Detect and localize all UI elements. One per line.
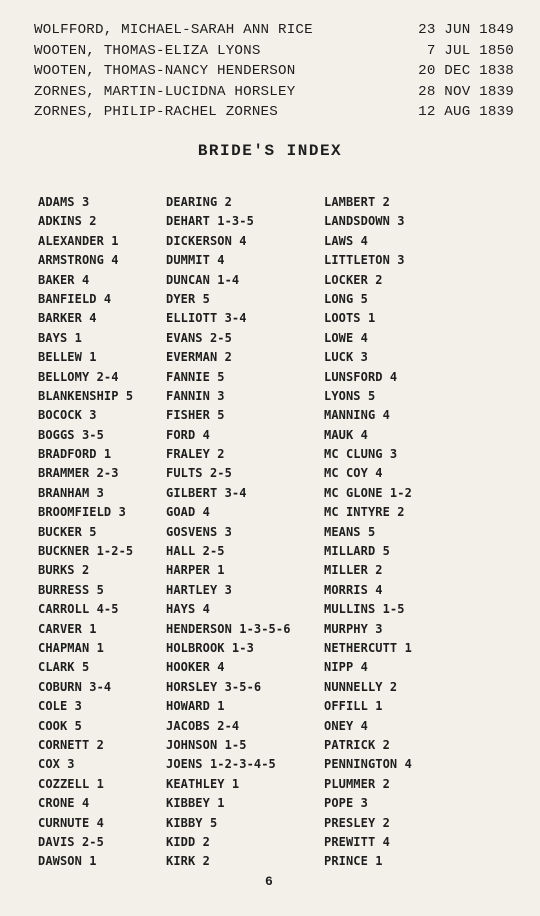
index-entry: CORNETT 2: [38, 737, 104, 752]
index-entry: DYER 5: [166, 291, 210, 306]
index-entry: MC INTYRE 2: [324, 505, 405, 520]
index-entry: LAWS 4: [324, 233, 368, 248]
index-entry: MAUK 4: [324, 427, 368, 442]
index-entry: ADAMS 3: [38, 195, 90, 209]
index-entry: LANDSDOWN 3: [324, 214, 405, 229]
index-entry: DICKERSON 4: [166, 233, 247, 248]
index-entry: MORRIS 4: [324, 582, 383, 597]
index-entry: DAWSON 1: [38, 854, 97, 869]
index-entry: KEATHLEY 1: [166, 776, 240, 791]
marriage-date: 7 JUL 1850: [426, 42, 514, 59]
index-entry: JOENS 1-2-3-4-5: [166, 757, 276, 772]
index-entry: NIPP 4: [324, 660, 368, 675]
index-entry: BRAMMER 2-3: [38, 466, 119, 481]
index-entry: BURRESS 5: [38, 582, 104, 597]
index-entry: LUNSFORD 4: [324, 369, 398, 384]
index-entry: DUMMIT 4: [166, 253, 225, 268]
index-entry: COOK 5: [38, 718, 82, 733]
marriage-names: ZORNES, MARTIN-LUCIDNA HORSLEY: [34, 83, 296, 100]
index-entry: MURPHY 3: [324, 621, 383, 636]
index-entry: PENNINGTON 4: [324, 757, 412, 772]
index-entry: GOSVENS 3: [166, 524, 232, 539]
index-entry: BARKER 4: [38, 311, 97, 326]
index-entry: HALL 2-5: [166, 544, 225, 559]
index-entry: HOLBROOK 1-3: [166, 640, 254, 655]
index-column-2: [166, 193, 291, 872]
index-entry: KIBBY 5: [166, 815, 218, 830]
index-entry: ONEY 4: [324, 718, 368, 733]
index-entry: HORSLEY 3-5-6: [166, 679, 262, 694]
index-entry: BOGGS 3-5: [38, 427, 104, 442]
marriage-date: 20 DEC 1838: [418, 63, 514, 79]
index-entry: BUCKER 5: [38, 524, 97, 539]
index-entry: CLARK 5: [38, 660, 90, 675]
index-entry: LAMBERT 2: [324, 195, 390, 209]
index-entry: CARVER 1: [38, 621, 97, 636]
index-entry: KIRK 2: [166, 854, 210, 869]
index-entry: LUCK 3: [324, 350, 368, 365]
index-entry: ADKINS 2: [38, 214, 97, 229]
index-entry: MEANS 5: [324, 524, 376, 539]
index-entry: MANNING 4: [324, 408, 390, 423]
index-entry: COX 3: [38, 757, 75, 772]
index-entry: CARROLL 4-5: [38, 602, 119, 617]
index-entry: PREWITT 4: [324, 834, 390, 849]
index-entry: FANNIE 5: [166, 369, 225, 384]
marriage-names: ZORNES, PHILIP-RACHEL ZORNES: [34, 104, 278, 120]
index-entry: FISHER 5: [166, 408, 225, 423]
index-entry: BRANHAM 3: [38, 485, 104, 500]
index-entry: BOCOCK 3: [38, 408, 97, 423]
index-entry: DEHART 1-3-5: [166, 214, 254, 229]
index-entry: MC GLONE 1-2: [324, 485, 412, 500]
index-entry: BRADFORD 1: [38, 447, 112, 462]
index-entry: MC CLUNG 3: [324, 447, 398, 462]
index-entry: DEARING 2: [166, 195, 232, 209]
index-entry: POPE 3: [324, 796, 368, 811]
index-entry: EVERMAN 2: [166, 350, 232, 365]
index-entry: EVANS 2-5: [166, 330, 232, 345]
index-heading: BRIDE'S INDEX: [197, 142, 343, 160]
index-column-3: [324, 193, 412, 872]
marriage-row: [34, 102, 514, 123]
index-entry: LYONS 5: [324, 388, 376, 403]
marriage-date: 28 NOV 1839: [418, 83, 514, 100]
index-entry: NUNNELLY 2: [324, 679, 398, 694]
index-entry: BROOMFIELD 3: [38, 505, 126, 520]
index-entry: BELLEW 1: [38, 350, 97, 365]
index-entry: PRINCE 1: [324, 854, 383, 869]
index-entry: CRONE 4: [38, 796, 90, 811]
index-entry: FRALEY 2: [166, 447, 225, 462]
marriage-names: WOLFFORD, MICHAEL-SARAH ANN RICE: [34, 22, 313, 38]
index-entry: BAYS 1: [38, 330, 82, 345]
marriage-row: [34, 82, 514, 103]
index-entry: MULLINS 1-5: [324, 602, 405, 617]
index-entry: LONG 5: [324, 291, 368, 306]
index-entry: COBURN 3-4: [38, 679, 112, 694]
index-entry: ARMSTRONG 4: [38, 253, 119, 268]
index-entry: FULTS 2-5: [166, 466, 232, 481]
index-entry: CHAPMAN 1: [38, 640, 104, 655]
index-entry: BUCKNER 1-2-5: [38, 544, 134, 559]
index-entry: PATRICK 2: [324, 737, 390, 752]
index-entry: HENDERSON 1-3-5-6: [166, 621, 291, 636]
marriage-row: [34, 20, 514, 41]
index-entry: HOWARD 1: [166, 699, 225, 714]
index-entry: MC COY 4: [324, 466, 383, 481]
marriage-list: [34, 20, 514, 123]
index-entry: KIBBEY 1: [166, 796, 225, 811]
index-entry: FORD 4: [166, 427, 210, 442]
marriage-names: WOOTEN, THOMAS-NANCY HENDERSON: [34, 63, 296, 79]
index-entry: BLANKENSHIP 5: [38, 388, 134, 403]
index-entry: NETHERCUTT 1: [324, 640, 412, 655]
marriage-names: WOOTEN, THOMAS-ELIZA LYONS: [34, 42, 261, 59]
index-entry: LITTLETON 3: [324, 253, 405, 268]
marriage-date: 23 JUN 1849: [418, 22, 514, 38]
index-entry: PRESLEY 2: [324, 815, 390, 830]
page-number: 6: [265, 874, 273, 889]
index-entry: CURNUTE 4: [38, 815, 104, 830]
index-entry: GILBERT 3-4: [166, 485, 247, 500]
index-entry: ELLIOTT 3-4: [166, 311, 247, 326]
index-entry: MILLER 2: [324, 563, 383, 578]
index-entry: ALEXANDER 1: [38, 233, 119, 248]
marriage-row: [34, 41, 514, 62]
index-entry: BAKER 4: [38, 272, 90, 287]
marriage-date: 12 AUG 1839: [418, 104, 514, 120]
index-entry: PLUMMER 2: [324, 776, 390, 791]
index-entry: COLE 3: [38, 699, 82, 714]
index-entry: COZZELL 1: [38, 776, 104, 791]
marriage-row: [34, 61, 514, 82]
index-column-1: [38, 193, 133, 872]
index-entry: FANNIN 3: [166, 388, 225, 403]
index-entry: LOOTS 1: [324, 311, 376, 326]
index-entry: HOOKER 4: [166, 660, 225, 675]
index-entry: BELLOMY 2-4: [38, 369, 119, 384]
index-entry: JOHNSON 1-5: [166, 737, 247, 752]
index-entry: DUNCAN 1-4: [166, 272, 240, 287]
index-entry: JACOBS 2-4: [166, 718, 240, 733]
index-entry: DAVIS 2-5: [38, 834, 104, 849]
index-entry: GOAD 4: [166, 505, 210, 520]
index-entry: HAYS 4: [166, 602, 210, 617]
index-entry: KIDD 2: [166, 834, 210, 849]
index-entry: HARTLEY 3: [166, 582, 232, 597]
index-entry: BANFIELD 4: [38, 291, 112, 306]
index-entry: HARPER 1: [166, 563, 225, 578]
index-entry: LOWE 4: [324, 330, 368, 345]
index-entry: BURKS 2: [38, 563, 90, 578]
index-entry: OFFILL 1: [324, 699, 383, 714]
index-entry: LOCKER 2: [324, 272, 383, 287]
index-entry: MILLARD 5: [324, 544, 390, 559]
